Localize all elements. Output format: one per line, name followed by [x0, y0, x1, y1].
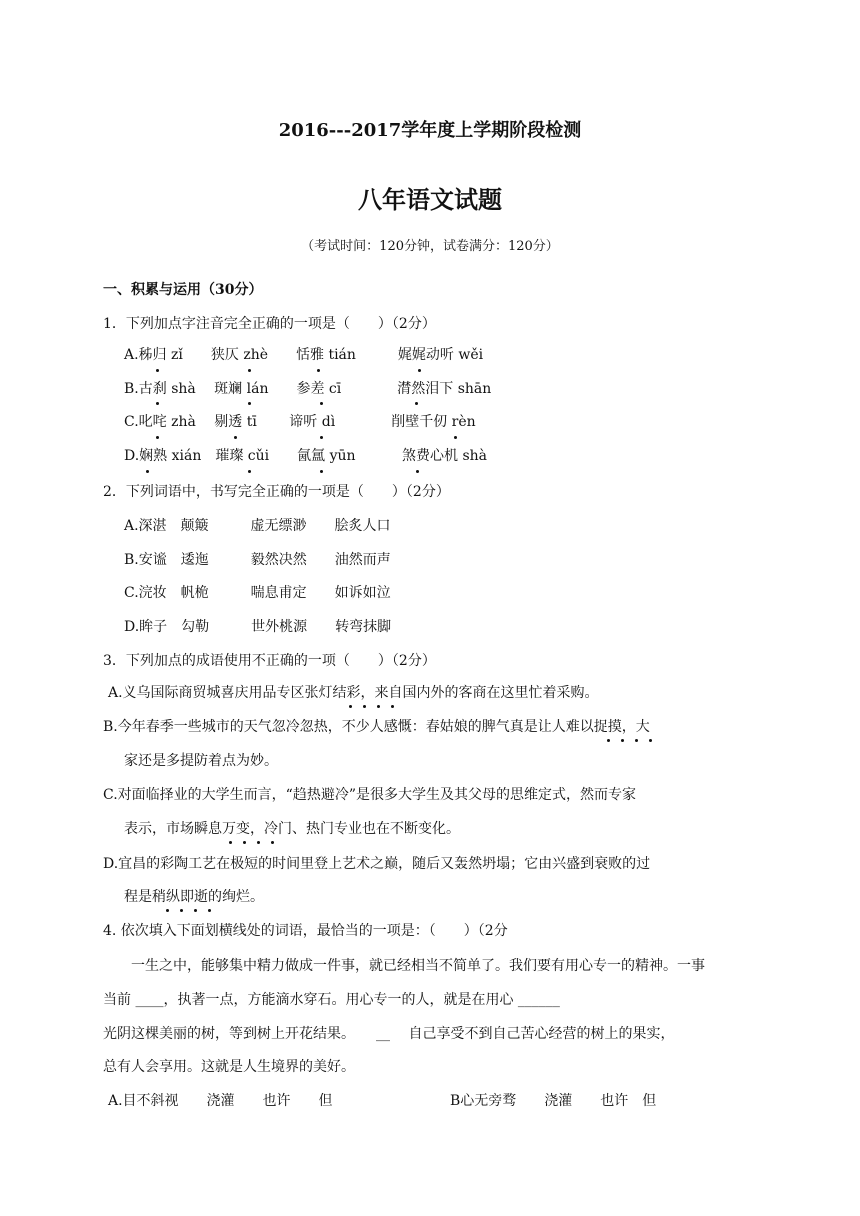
emphasis-dot [166, 909, 169, 912]
question-3-option-b: B.今年春季一些城市的天气忽冷忽热，不少人感慨：春姑娘的脾气真是让人难以捉摸，大 [103, 719, 650, 735]
question-1-option-a: A.秭归 zǐ 狭仄 zhè 恬雅 tián 娓娓动听 wěi [124, 347, 484, 363]
emphasis-dot [156, 402, 159, 405]
emphasis-dot [349, 705, 352, 708]
emphasis-dot [621, 739, 624, 742]
exam-note: （考试时间：120分钟，试卷满分：120分） [301, 239, 559, 254]
emphasis-dot [156, 436, 159, 439]
emphasis-dot [320, 470, 323, 473]
question-3-option-a: A.义乌国际商贸城喜庆用品专区张灯结彩，来自国内外的客商在这里忙着采购。 [108, 685, 599, 701]
emphasis-dot [257, 841, 260, 844]
section-title: 一、积累与运用（30分） [103, 282, 263, 298]
emphasis-dot [248, 369, 251, 372]
emphasis-dot [180, 909, 183, 912]
emphasis-dot [194, 909, 197, 912]
question-1-stem: 1．下列加点字注音完全正确的一项是（ ）（2分） [103, 316, 436, 332]
emphasis-dot [415, 402, 418, 405]
emphasis-dot [454, 436, 457, 439]
question-2-stem: 2．下列词语中，书写完全正确的一项是（ ）（2分） [103, 484, 450, 500]
emphasis-dot [234, 436, 237, 439]
question-2-option-b: B.安谧 逶迤 毅然决然 油然而声 [124, 552, 391, 568]
emphasis-dot [271, 841, 274, 844]
question-4-passage-line-2: 当前 ____，执著一点，方能滴水穿石。用心专一的人，就是在用心 ______ [103, 992, 560, 1008]
emphasis-dot [416, 470, 419, 473]
question-4-passage-line-3: 光阴这棵美丽的树，等到树上开花结果。 __ 自己享受不到自己苦心经营的树上的果实， [103, 1026, 675, 1042]
emphasis-dot [229, 841, 232, 844]
emphasis-dot [248, 402, 251, 405]
question-1-option-c: C.叱咤 zhà 剔透 tī 谛听 dì 削壁千仞 rèn [124, 414, 476, 430]
emphasis-dot [418, 369, 421, 372]
question-4-passage-line-1: 一生之中，能够集中精力做成一件事，就已经相当不简单了。我们要有用心专一的精神。一事 [103, 958, 705, 974]
question-3-option-d: D.宜昌的彩陶工艺在极短的时间里登上艺术之巅，随后又轰然坍塌；它由兴盛到衰败的过 [103, 856, 651, 872]
emphasis-dot [248, 470, 251, 473]
question-4-stem: 4. 依次填入下面划横线处的词语，最恰当的一项是：（ ）（2分 [103, 923, 508, 939]
question-1-option-b: B.古刹 shà 斑斓 lán 参差 cī 潸然泪下 shān [124, 381, 492, 397]
emphasis-dot [391, 705, 394, 708]
question-4-option-b: B心无旁骛 浇灌 也许 但 [450, 1093, 657, 1109]
question-1-option-d: D.娴熟 xián 璀璨 cǔi 氤氲 yūn 煞费心机 shà [124, 448, 487, 464]
question-4-passage-line-4: 总有人会享用。这就是人生境界的美好。 [103, 1059, 355, 1075]
emphasis-dot [320, 436, 323, 439]
subject-title: 八年语文试题 [358, 185, 502, 214]
emphasis-dot [649, 739, 652, 742]
question-3-option-c-cont: 表示，市场瞬息万变，冷门、热门专业也在不断变化。 [124, 821, 460, 837]
emphasis-dot [363, 705, 366, 708]
emphasis-dot [320, 402, 323, 405]
emphasis-dot [377, 705, 380, 708]
question-3-option-b-cont: 家还是多提防着点为妙。 [124, 753, 278, 769]
emphasis-dot [156, 369, 159, 372]
emphasis-dot [146, 470, 149, 473]
emphasis-dot [317, 369, 320, 372]
question-2-option-d: D.眸子 勾勒 世外桃源 转弯抹脚 [124, 619, 392, 635]
emphasis-dot [607, 739, 610, 742]
emphasis-dot [243, 841, 246, 844]
question-2-option-c: C.浣妆 帆桅 喘息甫定 如诉如泣 [124, 585, 391, 601]
question-3-stem: 3．下列加点的成语使用不正确的一项（ ）（2分） [103, 653, 436, 669]
exam-title: 2016---2017学年度上学期阶段检测 [278, 120, 582, 141]
question-3-option-c: C.对面临择业的大学生而言，“趋热避冷”是很多大学生及其父母的思维定式，然而专家 [103, 787, 636, 803]
emphasis-dot [635, 739, 638, 742]
question-4-option-a: A.目不斜视 浇灌 也许 但 [108, 1093, 333, 1109]
question-3-option-d-cont: 程是稍纵即逝的绚烂。 [124, 889, 264, 905]
emphasis-dot [208, 909, 211, 912]
question-2-option-a: A.深湛 颠簸 虚无缥渺 脍炙人口 [124, 518, 391, 534]
